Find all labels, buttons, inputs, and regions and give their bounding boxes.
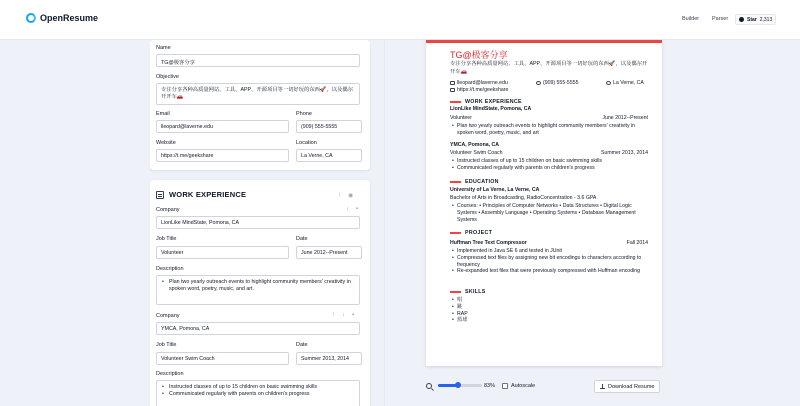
zoom-slider[interactable] <box>438 384 482 387</box>
job-title-input[interactable]: Volunteer Swim Coach <box>156 352 289 365</box>
job-title-label: Job Title <box>156 236 177 242</box>
autoscale-toggle[interactable] <box>502 383 535 389</box>
description-bullet: • Communicated regularly with parents on children's progress <box>162 391 355 398</box>
download-resume-button[interactable] <box>594 380 660 393</box>
form-column[interactable] <box>150 40 372 406</box>
company-label: Company <box>156 313 180 319</box>
work-section-header <box>156 190 246 199</box>
github-icon <box>739 17 744 22</box>
phone-label: Phone <box>296 111 312 117</box>
description-textarea[interactable] <box>156 275 360 305</box>
preview-school: University of La Verne, La Verne, CA <box>450 187 540 193</box>
preview-name: TG@极客分享 <box>450 50 508 60</box>
location-pin-icon <box>606 81 611 85</box>
objective-label: Objective <box>156 74 179 80</box>
job-title-label: Job Title <box>156 342 177 348</box>
top-nav <box>0 0 800 40</box>
preview-phone: (909) 555-5555 <box>536 80 578 86</box>
preview-section-skills: SKILLS <box>450 289 486 295</box>
company-input[interactable]: LionLike MindState, Pomona, CA <box>156 216 360 229</box>
preview-company: YMCA, Pomona, CA <box>450 142 499 148</box>
logo-text: OpenResume <box>40 13 99 23</box>
preview-section-education: EDUCATION <box>450 179 499 185</box>
preview-company: LionLike MindState, Pomona, CA <box>450 106 532 112</box>
preview-toolbar <box>402 376 684 398</box>
phone-input[interactable]: (909) 555-5555 <box>296 120 362 133</box>
preview-date: June 2012--Present <box>602 115 648 121</box>
company-input[interactable]: YMCA, Pomona, CA <box>156 322 360 335</box>
nav-link-parser[interactable]: Parser <box>712 16 729 22</box>
star-count: 2,313 <box>759 16 773 23</box>
preview-location: La Verne, CA <box>606 80 644 86</box>
move-down-icon[interactable]: ↓ <box>346 206 349 212</box>
preview-email: lleopard@laverne.edu <box>450 80 508 86</box>
star-label: Star <box>747 16 757 23</box>
preview-project-name: Huffman Tree Text Compressor <box>450 240 527 246</box>
work-section-title: WORK EXPERIENCE <box>169 190 247 199</box>
autoscale-label: Autoscale <box>511 383 536 389</box>
accent-bar <box>426 40 662 43</box>
work-experience-card <box>150 180 370 406</box>
briefcase-icon <box>156 191 164 199</box>
move-down-icon[interactable]: ↓ <box>338 192 341 198</box>
preview-role: Volunteer <box>450 115 472 121</box>
preview-degree: Bachelor of Arts in Broadcasting, RadioConcentration - 3.6 GPA <box>450 195 597 201</box>
preview-section-project: PROJECT <box>450 230 492 236</box>
zoom-value: 83% <box>484 383 496 389</box>
preview-skills: • 唱 • 跳 • RAP • 篮球 <box>450 297 650 324</box>
resume-preview <box>402 40 684 382</box>
zoom-slider-thumb[interactable] <box>455 382 461 388</box>
job-title-input[interactable]: Volunteer <box>156 246 289 259</box>
resume-page <box>426 40 662 366</box>
description-bullet: • Plan two yearly outreach events to highlight community members' creativity in spoken word, poetry, music, and art. <box>162 279 355 293</box>
name-label: Name <box>156 45 171 51</box>
trash-icon[interactable]: ▪ <box>352 312 355 318</box>
phone-icon <box>536 81 541 85</box>
date-label: Date <box>296 236 308 242</box>
autoscale-checkbox[interactable] <box>502 383 508 389</box>
logo[interactable] <box>26 13 98 23</box>
preview-role: Volunteer Swim Coach <box>450 150 503 156</box>
link-icon <box>450 88 455 92</box>
description-label: Description <box>156 371 184 377</box>
eye-icon[interactable]: ◉ <box>348 193 354 199</box>
date-input[interactable]: June 2012--Present <box>296 246 362 259</box>
preview-bullets: • Instructed classes of up to 15 children on basic swimming skills • Communicated regularly with parents on children's progress <box>450 158 650 172</box>
objective-textarea[interactable]: 专注分享各种高质量网站、工具、APP、开源项目等一切好玩的东西🚀，以及偶尔开开车🚗 <box>156 83 360 105</box>
preview-website: https://t.me/geekshare <box>450 87 508 93</box>
preview-section-work: WORK EXPERIENCE <box>450 99 522 105</box>
website-input[interactable]: https://t.me/geekshare <box>156 149 289 162</box>
date-label: Date <box>296 342 308 348</box>
website-label: Website <box>156 140 176 146</box>
description-textarea[interactable] <box>156 380 360 406</box>
location-label: Location <box>296 140 317 146</box>
preview-date: Summer 2013, 2014 <box>600 150 648 156</box>
date-input[interactable]: Summer 2013, 2014 <box>296 352 362 365</box>
download-label: Download Resume <box>608 383 655 390</box>
profile-card <box>150 40 370 170</box>
trash-icon[interactable]: ▪ <box>356 206 359 212</box>
preview-edu-bullets: • Courses: • Principles of Computer Networks • Data Structures • Digital Logic Systems • Assembly Language • Operating Systems • Database Management Systems <box>450 203 650 223</box>
github-star-button[interactable] <box>735 14 776 25</box>
name-input[interactable]: TG@极客分享 <box>156 54 360 67</box>
move-down-icon[interactable]: ↓ <box>342 312 345 318</box>
company-label: Company <box>156 207 180 213</box>
column-divider <box>384 40 385 406</box>
description-bullet: • Instructed classes of up to 15 children on basic swimming skills <box>162 384 355 391</box>
nav-link-builder[interactable]: Builder <box>682 16 700 22</box>
preview-objective: 专注分享各种高质量网站、工具、APP、开源项目等一切好玩的东西🚀，以及偶尔开开车🚗 <box>450 61 648 75</box>
location-input[interactable]: La Verne, CA <box>296 149 362 162</box>
zoom-icon <box>426 383 432 389</box>
logo-icon <box>26 13 36 23</box>
preview-project-bullets: • Implemented in Java SE 6 and tested in JUnit • Compressed text files by assigning new bit encodings to characters according to frequency • Re-expanded text files that were previously compressed with Huffman encoding <box>450 248 650 275</box>
move-up-icon[interactable]: ↑ <box>332 312 335 318</box>
mail-icon <box>450 81 455 85</box>
download-icon <box>600 384 605 389</box>
preview-project-date: Fall 2014 <box>626 240 648 246</box>
email-label: Email <box>156 111 170 117</box>
email-input[interactable]: lleopard@laverne.edu <box>156 120 289 133</box>
description-label: Description <box>156 266 184 272</box>
preview-bullets: • Plan two yearly outreach events to highlight community members' creativity in spoken word, poetry, music, and art <box>450 123 650 137</box>
